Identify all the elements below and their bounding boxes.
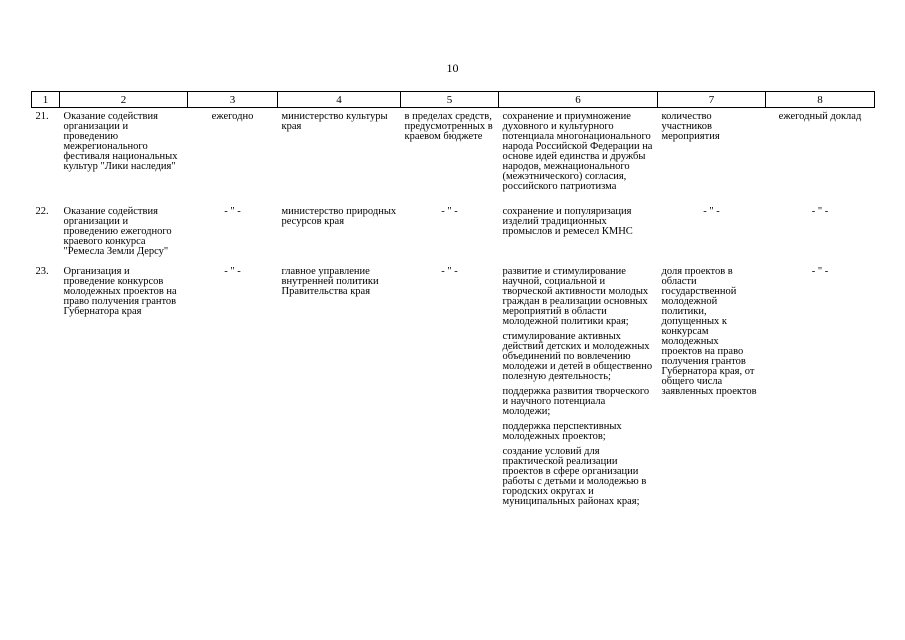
indicator: доля проектов в области государственной молодежной политики, допущенных к конкурсам молодежных проектов на право получения грантов Губернатора края, от общего числа заявленных проектов [661, 266, 757, 397]
goal-item: сохранение и приумножение духовного и культурного потенциала многонационального народа Российской Федерации на основе идей единства и дружбы народов, межнационального (межэтнического) согласия, российского патриотизма [502, 111, 653, 192]
measures-table [31, 91, 875, 518]
executor: главное управление внутренней политики Правительства края [281, 266, 379, 297]
report-form: - " - [811, 266, 829, 277]
table-row [32, 108, 875, 204]
row-number: 21. [35, 111, 49, 122]
funding-source: в пределах средств, предусмотренных в краевом бюджете [404, 111, 493, 142]
period: - " - [224, 266, 241, 277]
header-cell: 4 [278, 92, 401, 108]
executor: министерство культуры края [281, 111, 388, 132]
row-number: 23. [35, 266, 49, 277]
goal-item: создание условий для практической реализации проектов в сфере организации работы с детьми и молодежью в городских округах и муниципальных районах края; [502, 446, 647, 507]
header-cell: 8 [766, 92, 875, 108]
event-name: Оказание содействия организации и проведению межрегионального фестиваля национальных культур "Лики наследия" [63, 111, 178, 172]
funding-source: - " - [441, 206, 458, 217]
goal-item: стимулирование активных действий детских и молодежных объединений по вовлечению молодежи и детей в общественно полезную деятельность; [502, 331, 653, 382]
goals [499, 263, 658, 518]
goals [499, 203, 658, 263]
row-number: 22. [35, 206, 49, 217]
period: - " - [224, 206, 241, 217]
header-cell: 2 [60, 92, 188, 108]
period: ежегодно [211, 111, 254, 122]
executor: министерство природных ресурсов края [281, 206, 397, 227]
header-cell: 7 [658, 92, 766, 108]
page-number: 10 [446, 61, 459, 75]
event-name: Оказание содействия организации и проведению ежегодного краевого конкурса "Ремесла Земли Дерсу" [63, 206, 172, 257]
header-row [32, 92, 875, 108]
indicator: - " - [703, 206, 720, 217]
goal-item: поддержка перспективных молодежных проектов; [502, 421, 622, 442]
report-form: - " - [811, 206, 829, 217]
goal-item: развитие и стимулирование научной, социальной и творческой активности молодых граждан в реализации основных мероприятий в области молодежной политики края; [502, 266, 649, 327]
event-name: Организация и проведение конкурсов молодежных проектов на право получения грантов Губернатора края [63, 266, 177, 317]
header-cell: 5 [401, 92, 499, 108]
header-cell: 1 [32, 92, 60, 108]
table-row [32, 263, 875, 518]
header-cell: 6 [499, 92, 658, 108]
goal-item: поддержка развития творческого и научного потенциала молодежи; [502, 386, 650, 417]
funding-source: - " - [441, 266, 458, 277]
table-row [32, 203, 875, 263]
report-form: ежегодный доклад [778, 111, 862, 122]
goals [499, 108, 658, 204]
indicator: количество участников мероприятия [661, 111, 720, 142]
goal-item: сохранение и популяризация изделий традиционных промыслов и ремесел КМНС [502, 206, 633, 237]
header-cell: 3 [188, 92, 278, 108]
